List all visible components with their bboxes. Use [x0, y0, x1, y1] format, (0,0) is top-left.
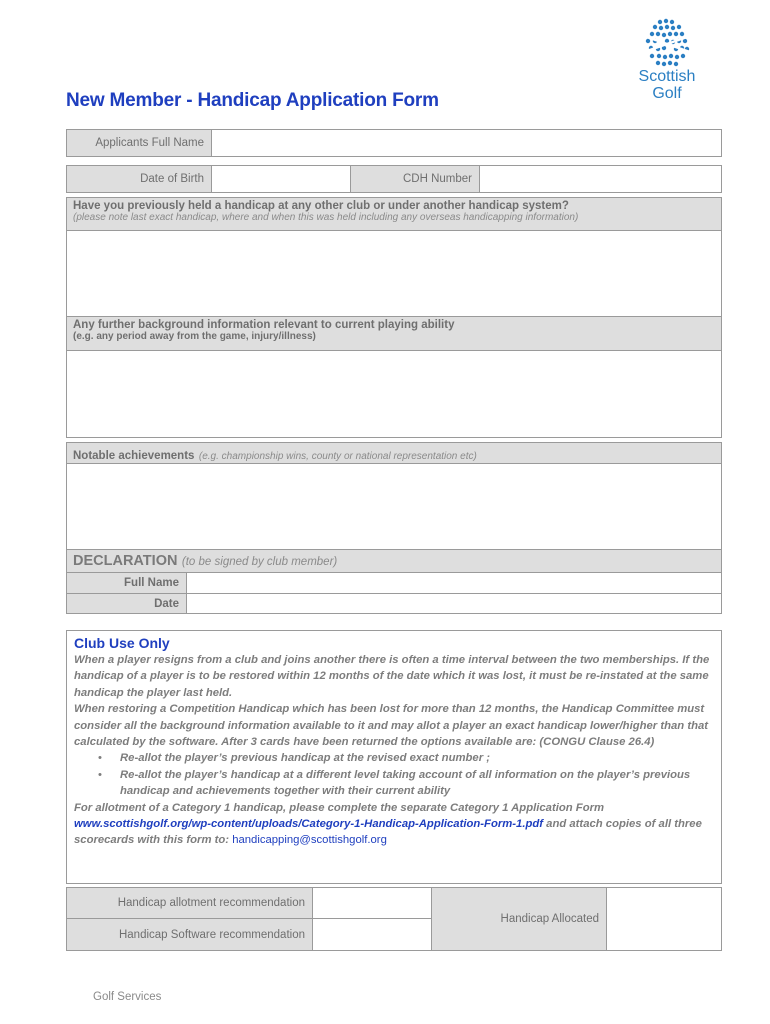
- recommendations-table: [66, 887, 722, 951]
- previous-handicap-section: [66, 197, 722, 317]
- cdh-label: CDH Number: [350, 166, 480, 192]
- background-question: Any further background information relevant to current playing ability: [73, 319, 455, 331]
- software-recommendation-label: Handicap Software recommendation: [67, 919, 313, 950]
- previous-handicap-question: Have you previously held a handicap at any other club or under another handicap system?: [73, 200, 569, 212]
- achievements-textarea[interactable]: [67, 464, 721, 549]
- club-use-bullet-2: [74, 767, 714, 800]
- declaration-full-name-label: Full Name: [67, 573, 187, 594]
- declaration-section: [66, 549, 722, 614]
- background-note: (e.g. any period away from the game, injury/illness): [73, 331, 316, 342]
- applicant-name-input[interactable]: [212, 130, 721, 156]
- previous-handicap-textarea[interactable]: [67, 231, 721, 316]
- club-use-para-2: When restoring a Competition Handicap which has been lost for more than 12 months, the Handicap Committee must consider all the background information available to it and may allot a player an exact handicap lower/higher than that calculated by the software. After 3 cards have been returned the options available are: (CONGU Clause 26.4): [74, 703, 709, 749]
- declaration-date-label: Date: [67, 594, 187, 613]
- form-title: New Member - Handicap Application Form: [66, 90, 439, 111]
- logo-line-1: Scottish: [638, 68, 696, 85]
- achievements-note: (e.g. championship wins, county or national representation etc): [198, 451, 477, 462]
- achievements-section: [66, 442, 722, 550]
- background-section: [66, 316, 722, 438]
- club-use-title: Club Use Only: [74, 635, 170, 651]
- club-use-bullet-1-text: Re-allot the player’s previous handicap at the revised exact number ;: [120, 752, 490, 765]
- previous-handicap-note: (please note last exact handicap, where and when this was held including any overseas handicapping information): [73, 212, 579, 223]
- handicapping-email-link[interactable]: handicapping@scottishgolf.org: [232, 834, 387, 847]
- bullet-icon: •: [98, 768, 102, 781]
- dob-label: Date of Birth: [67, 166, 212, 192]
- club-use-bullet-2-text: Re-allot the player’s handicap at a different level taking account of all information on the player’s previous handicap and achievements together with their current ability: [120, 768, 691, 798]
- scottish-golf-logo: [622, 16, 712, 106]
- cdh-input[interactable]: [480, 166, 721, 192]
- footer-text: Golf Services: [93, 991, 162, 1003]
- logo-line-2: Golf: [652, 85, 682, 102]
- golf-ball-icon: [622, 16, 712, 72]
- bullet-icon: •: [98, 752, 102, 765]
- declaration-subtitle: (to be signed by club member): [181, 556, 338, 568]
- background-textarea[interactable]: [67, 351, 721, 437]
- dob-input[interactable]: [212, 166, 350, 192]
- handicap-allocated-label: Handicap Allocated: [432, 888, 607, 950]
- club-use-para-4: [74, 816, 714, 849]
- club-use-para-1: When a player resigns from a club and joins another there is often a time interval between the two memberships. If the handicap of a player is to be restored within 12 months of the date which it was lost, it must be re-instated at the same handicap the player last held.: [74, 654, 710, 699]
- allotment-recommendation-label: Handicap allotment recommendation: [67, 888, 313, 919]
- club-use-para-3: For allotment of a Category 1 handicap, please complete the separate Category 1 Application Form: [74, 801, 605, 814]
- club-use-section: [66, 630, 722, 884]
- club-use-para-4-text: and attach copies of all three scorecards with this form to:: [74, 818, 702, 847]
- achievements-label: Notable achievements: [73, 450, 195, 462]
- category-1-form-link[interactable]: www.scottishgolf.org/wp-content/uploads/Category-1-Handicap-Application-Form-1.pdf: [74, 818, 544, 831]
- declaration-title: DECLARATION: [73, 553, 178, 569]
- declaration-full-name-input[interactable]: [187, 573, 721, 594]
- applicant-name-row: [66, 129, 722, 157]
- allotment-recommendation-input[interactable]: [313, 888, 432, 919]
- declaration-date-input[interactable]: [187, 594, 721, 613]
- club-use-bullet-1: [74, 750, 714, 766]
- handicap-allocated-input[interactable]: [607, 888, 721, 950]
- dob-cdh-row: [66, 165, 722, 193]
- applicant-name-label: Applicants Full Name: [67, 130, 212, 156]
- software-recommendation-input[interactable]: [313, 919, 432, 950]
